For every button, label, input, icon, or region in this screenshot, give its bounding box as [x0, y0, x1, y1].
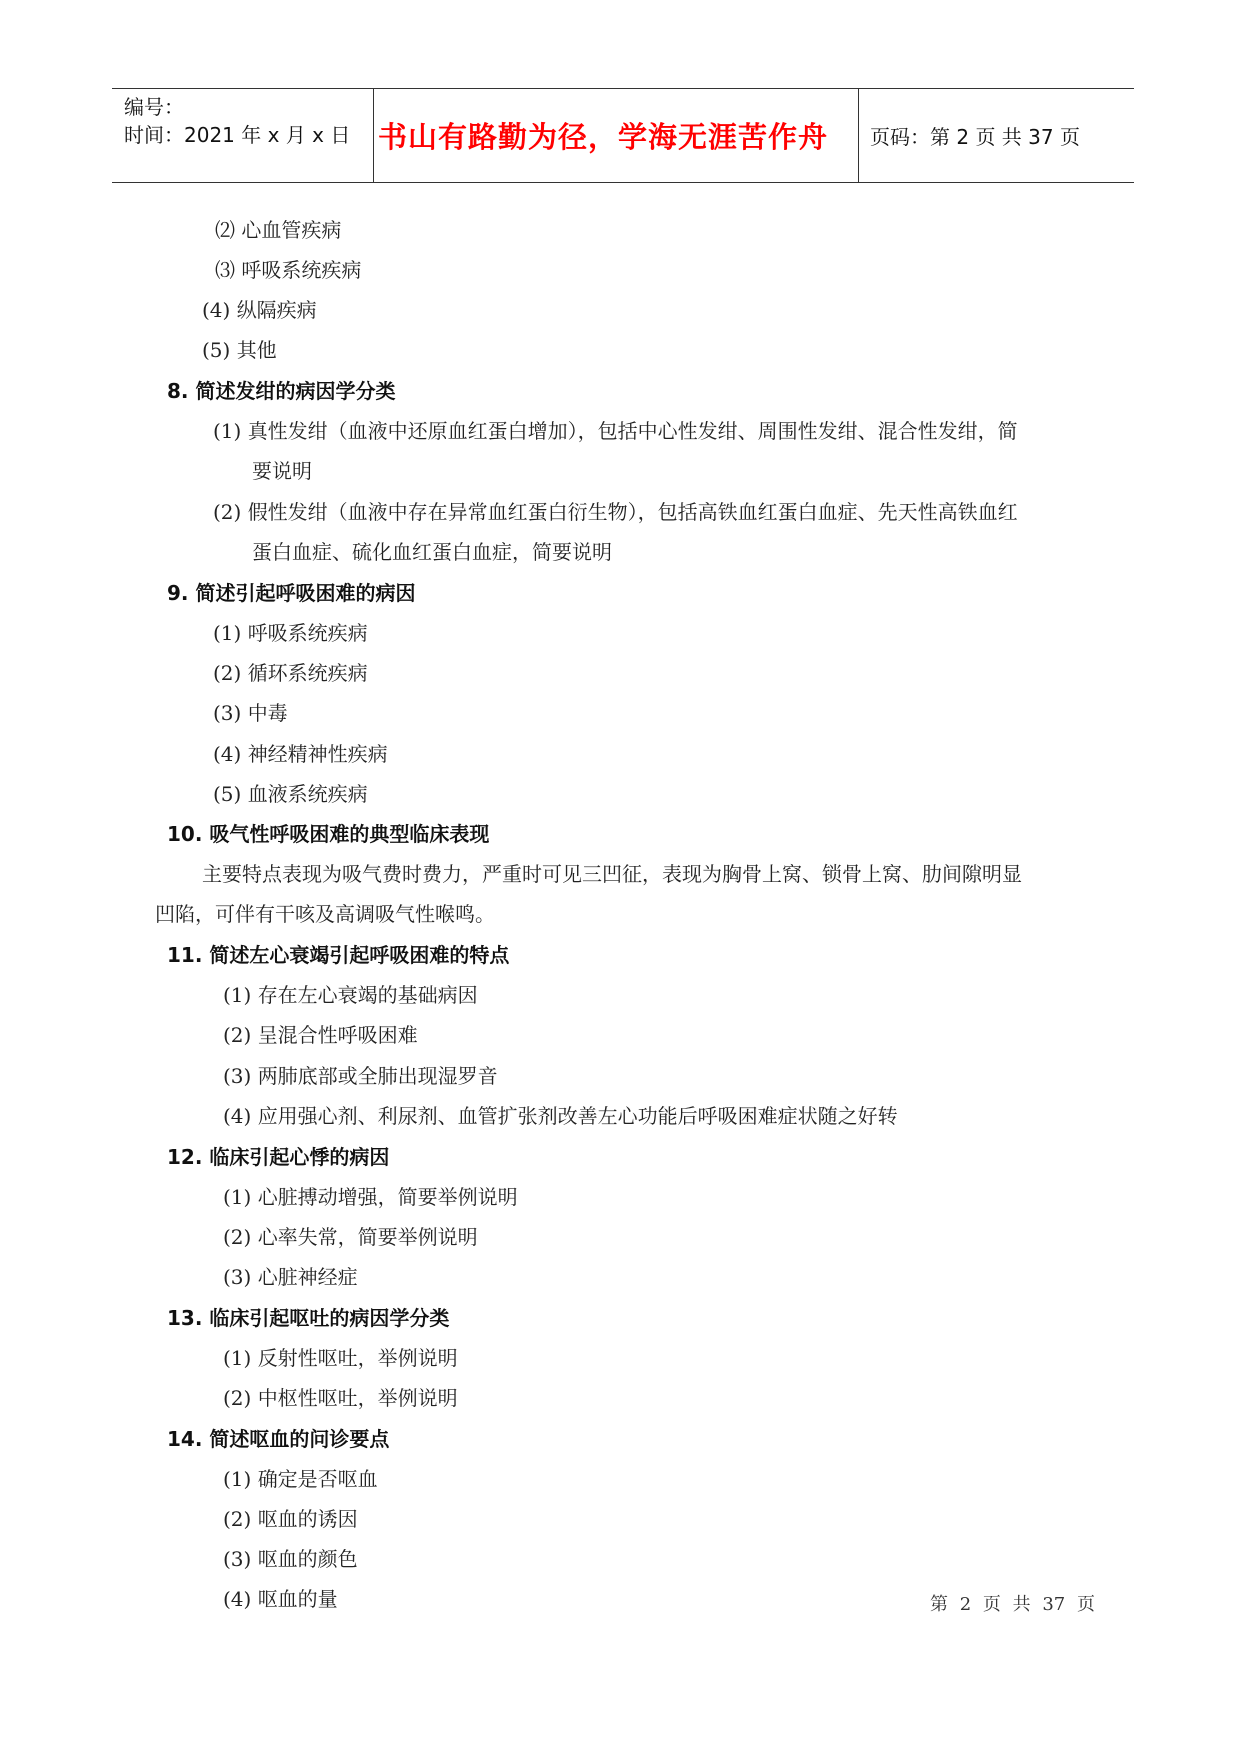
header-divider: [858, 89, 859, 182]
list-item-continued: 要说明: [252, 459, 312, 483]
page-header: [112, 88, 1134, 183]
paragraph-line: 主要特点表现为吸气费时费力，严重时可见三凹征，表现为胸骨上窝、锁骨上窝、肋间隙明显: [202, 862, 1022, 886]
list-item: (4) 神经精神性疾病: [213, 742, 388, 766]
paragraph-line: 凹陷，可伴有干咳及高调吸气性喉鸣。: [155, 902, 495, 926]
list-item: (4) 纵隔疾病: [202, 298, 317, 322]
list-item: (3) 两肺底部或全肺出现湿罗音: [223, 1064, 498, 1088]
list-item: (1) 真性发绀（血液中还原血红蛋白增加），包括中心性发绀、周围性发绀、混合性发绀，简: [213, 419, 1018, 443]
page-label: 页码：第 2 页 共 37 页: [870, 125, 1080, 149]
header-motto: 书山有路勤为径，学海无涯苦作舟: [377, 120, 828, 154]
list-item: (2) 假性发绀（血液中存在异常血红蛋白衍生物），包括高铁血红蛋白血症、先天性高铁血红: [213, 500, 1018, 524]
time-label: 时间：2021 年 x 月 x 日: [124, 123, 351, 147]
list-item: (2) 呈混合性呼吸困难: [223, 1023, 418, 1047]
list-item: ⑵ 心血管疾病: [215, 218, 342, 242]
number-label: 编号：: [124, 95, 184, 119]
list-item: (5) 其他: [202, 338, 277, 362]
section-heading: 13. 临床引起呕吐的病因学分类: [167, 1306, 450, 1330]
list-item: ⑶ 呼吸系统疾病: [215, 258, 362, 282]
section-heading: 9. 简述引起呼吸困难的病因: [167, 581, 416, 605]
list-item: (1) 呼吸系统疾病: [213, 621, 368, 645]
list-item: (1) 反射性呕吐，举例说明: [223, 1346, 458, 1370]
list-item: (3) 呕血的颜色: [223, 1547, 358, 1571]
list-item-continued: 蛋白血症、硫化血红蛋白血症，简要说明: [252, 540, 612, 564]
section-heading: 14. 简述呕血的问诊要点: [167, 1427, 390, 1451]
list-item: (1) 存在左心衰竭的基础病因: [223, 983, 478, 1007]
header-meta: [124, 93, 350, 149]
list-item: (4) 应用强心剂、利尿剂、血管扩张剂改善左心功能后呼吸困难症状随之好转: [223, 1104, 898, 1128]
list-item: (2) 心率失常，简要举例说明: [223, 1225, 478, 1249]
list-item: (2) 呕血的诱因: [223, 1507, 358, 1531]
list-item: (1) 心脏搏动增强，简要举例说明: [223, 1185, 518, 1209]
section-heading: 8. 简述发绀的病因学分类: [167, 379, 396, 403]
list-item: (2) 中枢性呕吐，举例说明: [223, 1386, 458, 1410]
list-item: (1) 确定是否呕血: [223, 1467, 378, 1491]
section-heading: 10. 吸气性呼吸困难的典型临床表现: [167, 822, 490, 846]
section-heading: 12. 临床引起心悸的病因: [167, 1145, 390, 1169]
page-footer: 第 2 页 共 37 页: [930, 1594, 1095, 1615]
list-item: (4) 呕血的量: [223, 1587, 338, 1611]
list-item: (3) 中毒: [213, 701, 288, 725]
section-heading: 11. 简述左心衰竭引起呼吸困难的特点: [167, 943, 510, 967]
list-item: (3) 心脏神经症: [223, 1265, 358, 1289]
list-item: (2) 循环系统疾病: [213, 661, 368, 685]
list-item: (5) 血液系统疾病: [213, 782, 368, 806]
